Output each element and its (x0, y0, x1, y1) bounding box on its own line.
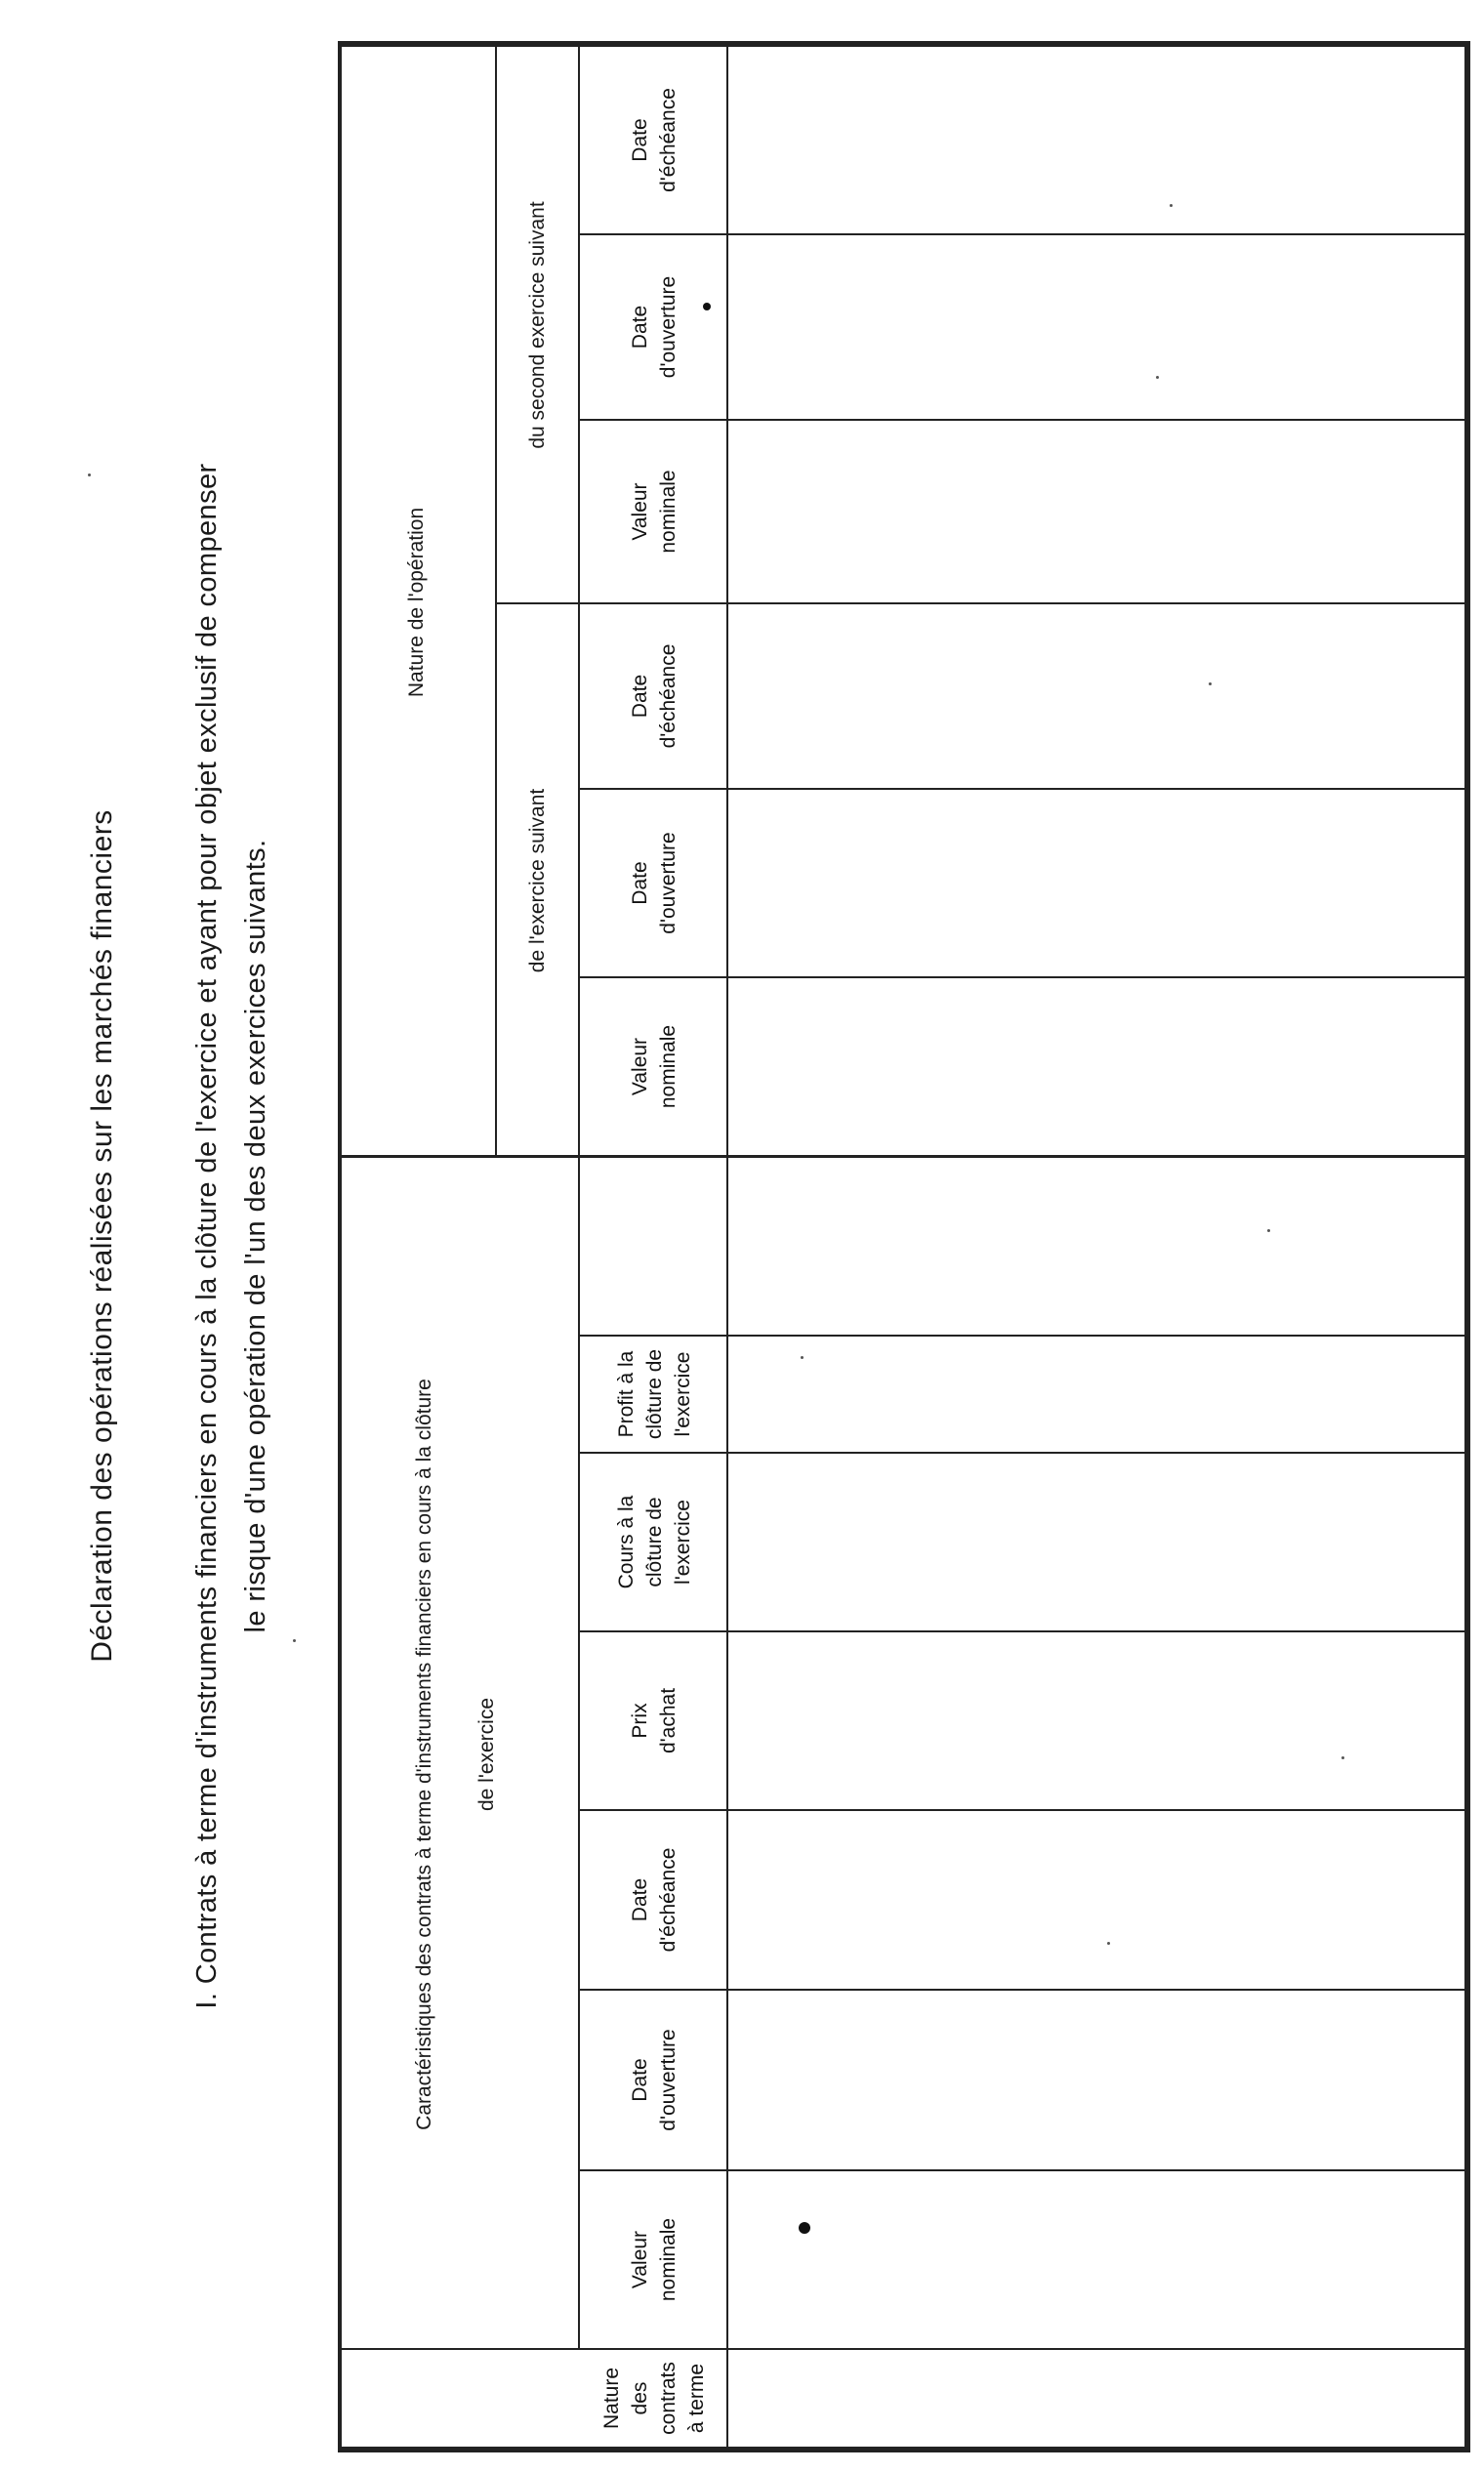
col-header-date-echeance: Date d'échéance (629, 88, 680, 192)
scan-speck (1341, 1756, 1344, 1759)
col-header-valeur-nominale: Valeur nominale (629, 470, 680, 554)
col-divider (338, 2348, 1470, 2350)
col-header-date-echeance: Date d'échéance (629, 1847, 680, 1953)
col-header-date-ouverture: Date d'ouverture (629, 832, 680, 934)
col-header-valeur-nominale: Valeur nominale (629, 1024, 680, 1109)
group-right-header: Nature de l'opération (405, 507, 428, 698)
section-heading-line1: I. Contrats à terme d'instruments financiers en cours à la clôture de l'exercice et ayant pour objet exclusif de compenser (191, 463, 223, 2009)
col-header-date-ouverture: Date d'ouverture (629, 275, 680, 379)
table-border-bottom (1464, 41, 1470, 2452)
scan-speck (1156, 376, 1159, 379)
col-header-profit-cloture: Profit à la clôture de l'exercice (614, 1348, 694, 1440)
header-bottom-rule (726, 41, 728, 2452)
subgroup-header-2: du second exercice suivant (526, 201, 549, 449)
scan-dot-mark (799, 2222, 810, 2234)
subgroup-header-1: de l'exercice suivant (526, 788, 549, 973)
col-header-nature-contrats: Nature des contrats à terme (600, 2362, 708, 2435)
scan-speck (801, 1356, 804, 1359)
scan-speck (1267, 1229, 1270, 1232)
scan-speck (293, 1639, 296, 1642)
col-header-cours-cloture: Cours à la clôture de l'exercice (614, 1495, 694, 1589)
scan-speck (1209, 682, 1212, 685)
document-title: Déclaration des opérations réalisées sur les marchés financiers (86, 809, 118, 1663)
table-border-right (338, 41, 1470, 47)
table-border-top (338, 41, 342, 2452)
table-border-left (338, 2447, 1470, 2452)
section-heading-line2: le risque d'une opération de l'un des deux exercices suivants. (240, 839, 271, 1633)
col-header-prix-achat: Prix d'achat (629, 1687, 680, 1754)
scan-speck (88, 474, 91, 476)
group-divider (338, 1155, 1470, 1158)
scan-dot-mark (703, 303, 711, 310)
scan-speck (1107, 1942, 1110, 1945)
col-header-date-ouverture: Date d'ouverture (629, 2029, 680, 2131)
col-header-date-echeance: Date d'échéance (629, 643, 680, 749)
group-left-header-line1: Caractéristiques des contrats à terme d'instruments financiers en cours à la clôture (413, 1379, 435, 2130)
group-left-header-line2: de l'exercice (475, 1697, 498, 1812)
col-header-valeur-nominale: Valeur nominale (629, 2217, 680, 2302)
scan-speck (1170, 204, 1173, 207)
